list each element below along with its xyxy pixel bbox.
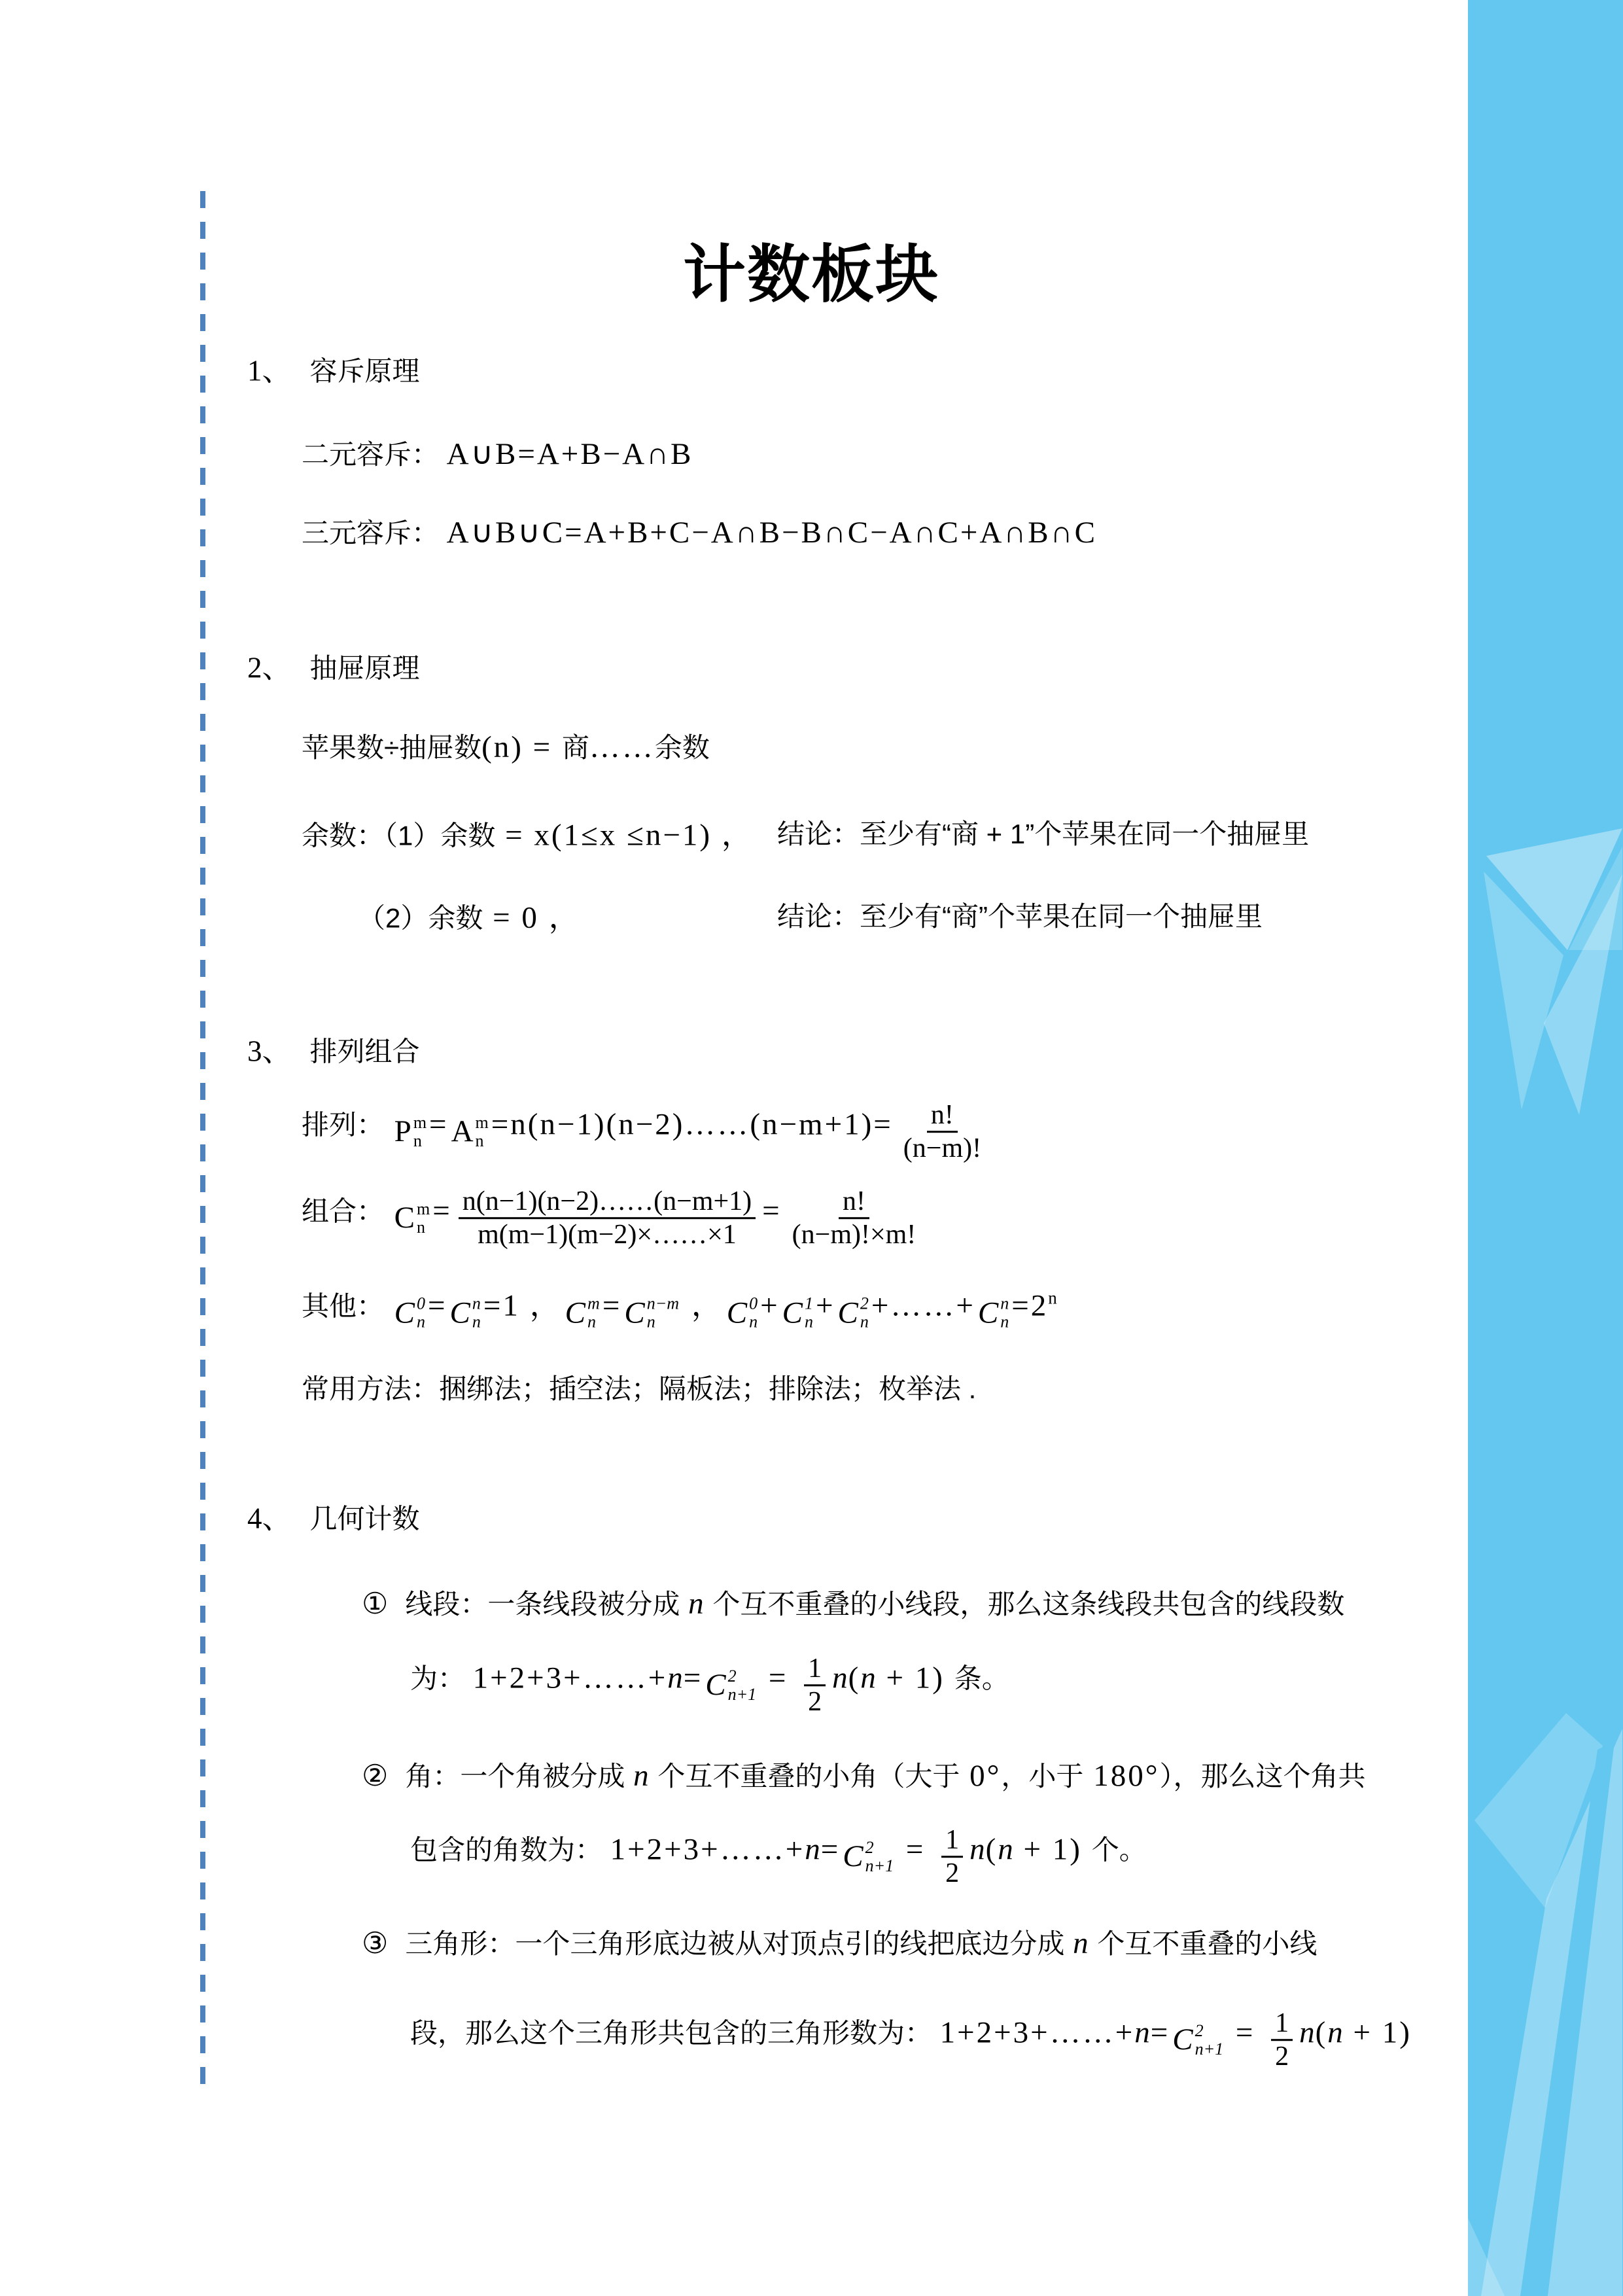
math-text: ，: [682, 1288, 724, 1323]
circled-number: ①: [362, 1587, 389, 1620]
script-column: [472, 1295, 481, 1332]
math-text: A∪B=A+B−A∩B: [446, 437, 693, 471]
script-column: [749, 1295, 758, 1332]
chinese-text: 余数：（1）余数: [302, 820, 496, 851]
chinese-text: 其他：: [302, 1290, 392, 1322]
math-variable: n: [625, 1759, 658, 1793]
subscript: n+1: [1195, 2040, 1224, 2058]
chinese-text: 三角形：一个三角形底边被从对顶点引的线把底边分成: [405, 1928, 1065, 1959]
script-base: C: [449, 1296, 470, 1330]
math-variable: n: [680, 1587, 713, 1621]
chinese-text: 抽屉原理: [309, 652, 420, 684]
chinese-text: 排列：: [302, 1109, 392, 1140]
circled-number: ②: [362, 1759, 389, 1792]
remainder-case-1: [302, 811, 754, 855]
subscript: n: [417, 1218, 426, 1237]
chinese-text: 苹果数÷抽屉数: [302, 732, 482, 763]
math-text: 180°: [1083, 1759, 1160, 1793]
math-text: +: [816, 1288, 835, 1323]
math-variable: n: [1064, 1926, 1098, 1960]
math-text: =: [432, 1193, 452, 1228]
chinese-text: ），那么这个角共: [1159, 1761, 1366, 1792]
script-column: [1195, 2022, 1224, 2058]
chinese-text: 线段：一条线段被分成: [405, 1589, 680, 1619]
stacked-script: [565, 1295, 600, 1332]
script-column: [805, 1295, 813, 1332]
remainder-case-2: [358, 893, 582, 937]
chinese-text: ，小于: [1001, 1761, 1084, 1792]
math-text: 1+2+3+……+: [939, 2015, 1135, 2050]
stacked-script: [727, 1295, 758, 1332]
script-base: C: [1172, 2022, 1193, 2057]
circled-number: ③: [362, 1927, 389, 1960]
chinese-text: 几何计数: [309, 1503, 420, 1534]
superscript: n−m: [646, 1294, 680, 1313]
item-3-triangle: [362, 1922, 1317, 1962]
stacked-script: [978, 1295, 1009, 1332]
math-text: =: [759, 1661, 798, 1695]
fraction: [459, 1186, 756, 1251]
subscript: n: [475, 1131, 484, 1150]
item-3-formula: [410, 2007, 1412, 2073]
fraction-numerator: n!: [839, 1186, 869, 1219]
sidebar-decoration: [1468, 0, 1623, 2296]
script-column: [865, 1839, 894, 1875]
fraction-denominator: 2: [945, 1858, 960, 1889]
dashed-margin-line: [200, 191, 205, 2087]
script-base: C: [837, 1296, 858, 1330]
math-text: (: [985, 1832, 998, 1867]
stacked-script: [394, 1295, 425, 1332]
math-text: =1 ，: [483, 1288, 563, 1323]
math-text: =: [429, 1107, 449, 1142]
section-3-heading: [247, 1027, 420, 1070]
math-text: +……+: [871, 1288, 975, 1323]
math-text: =: [683, 1661, 703, 1695]
superscript: 0: [749, 1294, 758, 1313]
math-variable: n: [805, 1832, 821, 1867]
other-identities: [302, 1280, 1057, 1331]
math-text: ……: [589, 730, 655, 764]
script-column: [728, 1667, 757, 1704]
fraction-numerator: 1: [1271, 2007, 1293, 2041]
stacked-script: [624, 1295, 679, 1332]
script-column: [476, 1114, 489, 1150]
fraction-denominator: (n−m)!×m!: [792, 1220, 916, 1250]
math-text: =: [428, 1288, 447, 1323]
script-base: C: [705, 1668, 726, 1703]
script-base: C: [394, 1296, 415, 1330]
stacked-script: [705, 1667, 756, 1704]
superscript: 2: [865, 1837, 874, 1857]
script-column: [1000, 1295, 1009, 1332]
script-column: [860, 1295, 869, 1332]
math-text: = 0 ，: [483, 900, 582, 935]
chinese-text: 包含的角数为：: [410, 1834, 610, 1865]
fraction-numerator: n!: [927, 1099, 958, 1133]
superscript: m: [413, 1112, 427, 1132]
chinese-text: 商: [561, 732, 589, 763]
fraction: [941, 1824, 963, 1890]
item-1-segment: [362, 1583, 1344, 1622]
math-text: =2: [1011, 1288, 1049, 1323]
math-text: =: [602, 1288, 622, 1323]
section-4-heading: [247, 1494, 420, 1537]
superscript: 2: [727, 1666, 737, 1686]
subscript: n: [860, 1312, 869, 1332]
math-text: (n) =: [481, 730, 562, 764]
chinese-text: 常用方法：捆绑法；插空法；隔板法；排除法；枚举法 .: [302, 1373, 977, 1404]
superscript: n: [472, 1294, 481, 1313]
chinese-text: 段，那么这个三角形共包含的三角形数为：: [410, 2017, 940, 2049]
fraction-numerator: n(n−1)(n−2)……(n−m+1): [459, 1186, 756, 1219]
math-text: =: [1226, 2015, 1265, 2050]
section-number: 4、: [247, 1502, 292, 1535]
fraction: [788, 1186, 920, 1251]
subscript: n: [472, 1312, 481, 1332]
script-base: C: [782, 1296, 803, 1330]
stacked-script: [838, 1295, 869, 1332]
subscript: n: [417, 1312, 426, 1332]
math-variable: n: [832, 1661, 848, 1695]
fraction-denominator: (n−m)!: [903, 1133, 982, 1164]
math-variable: n: [860, 1661, 877, 1695]
combination-formula: [302, 1186, 926, 1251]
script-column: [413, 1114, 427, 1150]
stacked-script: [843, 1839, 894, 1875]
subscript: n: [413, 1131, 422, 1150]
superscript: m: [475, 1112, 489, 1132]
chinese-text: 个互不重叠的小线: [1097, 1928, 1318, 1959]
stacked-script: [1172, 2022, 1223, 2058]
math-text: +: [760, 1288, 780, 1323]
page-title: 计数板块: [683, 239, 939, 310]
math-text: 1+2+3+……+: [472, 1661, 668, 1695]
script-base: P: [394, 1114, 411, 1149]
chinese-text: 余数: [654, 732, 710, 763]
superscript: m: [417, 1199, 430, 1218]
stacked-script: [450, 1295, 481, 1332]
math-text: 0°: [960, 1759, 1002, 1793]
fraction-numerator: 1: [804, 1653, 826, 1686]
stacked-script: [394, 1114, 427, 1150]
math-text: + 1): [1343, 2015, 1412, 2050]
math-text: =n(n−1)(n−2)……(n−m+1)=: [491, 1107, 893, 1142]
script-column: [587, 1295, 600, 1332]
math-text: =: [762, 1193, 782, 1228]
fraction-denominator: 2: [808, 1687, 822, 1718]
script-base: C: [977, 1296, 999, 1330]
fraction: [804, 1653, 826, 1718]
item-2-angle: [362, 1755, 1366, 1794]
math-text: 1+2+3+……+: [610, 1832, 805, 1867]
math-text: =: [1150, 2015, 1170, 2050]
section-1-heading: [247, 347, 420, 389]
stacked-script: [451, 1114, 489, 1150]
superscript: n: [1048, 1288, 1057, 1308]
math-text: A∪B∪C=A+B+C−A∩B−B∩C−A∩C+A∩B∩C: [446, 516, 1097, 550]
chinese-text: 个。: [1091, 1834, 1147, 1865]
superscript: 2: [860, 1294, 869, 1313]
binary-inclusion-exclusion: [302, 433, 693, 472]
math-variable: n: [1134, 2015, 1151, 2050]
math-text: (: [848, 1661, 861, 1695]
fraction: [899, 1099, 985, 1165]
fraction-numerator: 1: [941, 1824, 963, 1858]
chinese-text: 角：一个角被分成: [405, 1761, 625, 1792]
subscript: n+1: [727, 1685, 757, 1704]
common-methods: [302, 1368, 976, 1407]
fraction: [1271, 2007, 1293, 2073]
conclusion-case-2: [777, 895, 1263, 934]
section-number: 1、: [247, 354, 292, 387]
subscript: n: [1000, 1312, 1009, 1332]
fraction-denominator: m(m−1)(m−2)×……×1: [478, 1220, 737, 1250]
chinese-text: 结论：至少有“商”个苹果在同一个抽屉里: [777, 901, 1263, 932]
chinese-text: 排列组合: [309, 1036, 420, 1067]
pigeonhole-formula: [302, 726, 710, 766]
math-text: = x(1≤x ≤n−1) ，: [495, 818, 754, 853]
chinese-text: （2）余数: [358, 902, 483, 934]
math-text: (: [1315, 2015, 1328, 2050]
superscript: 0: [417, 1294, 426, 1313]
subscript: n: [805, 1312, 813, 1332]
chinese-text: 容斥原理: [309, 355, 420, 387]
item-2-formula: [410, 1824, 1147, 1890]
math-text: =: [896, 1832, 935, 1867]
item-1-formula: [410, 1653, 1009, 1718]
subscript: n+1: [865, 1856, 894, 1875]
math-text: + 1): [1013, 1832, 1092, 1867]
triangle-decoration-svg: [1468, 0, 1623, 2296]
ternary-inclusion-exclusion: [302, 512, 1097, 551]
script-base: C: [843, 1839, 864, 1874]
chinese-text: 为：: [410, 1663, 473, 1694]
permutation-formula: [302, 1099, 992, 1165]
chinese-text: 个互不重叠的小线段，那么这条线段共包含的线段数: [712, 1589, 1345, 1619]
subscript: n: [587, 1312, 597, 1332]
section-number: 2、: [247, 651, 292, 684]
math-text: + 1): [876, 1661, 954, 1695]
script-base: A: [451, 1114, 474, 1149]
math-variable: n: [667, 1661, 684, 1695]
math-text: =: [820, 1832, 841, 1867]
script-column: [417, 1200, 430, 1237]
chinese-text: 结论：至少有“商 + 1”个苹果在同一个抽屉里: [777, 819, 1310, 849]
stacked-script: [782, 1295, 813, 1332]
superscript: 2: [1195, 2021, 1204, 2040]
chinese-text: 个互不重叠的小角（大于: [657, 1761, 960, 1792]
math-variable: n: [998, 1832, 1014, 1867]
fraction-denominator: 2: [1275, 2041, 1289, 2072]
chinese-text: 二元容斥：: [302, 439, 447, 470]
script-base: C: [394, 1201, 415, 1235]
script-base: C: [565, 1296, 586, 1330]
chinese-text: 三元容斥：: [302, 518, 447, 548]
subscript: n: [646, 1312, 655, 1332]
section-2-heading: [247, 644, 420, 686]
script-base: C: [624, 1296, 645, 1330]
subscript: n: [749, 1312, 758, 1332]
math-variable: n: [1327, 2015, 1344, 2050]
superscript: n: [1000, 1294, 1009, 1313]
script-base: C: [726, 1296, 748, 1330]
stacked-script: [394, 1200, 430, 1237]
superscript: 1: [805, 1294, 813, 1313]
chinese-text: 组合：: [302, 1195, 392, 1227]
section-number: 3、: [247, 1034, 292, 1068]
script-column: [647, 1295, 679, 1332]
math-variable: n: [1299, 2015, 1316, 2050]
script-column: [417, 1295, 425, 1332]
chinese-text: 条。: [954, 1663, 1009, 1694]
math-variable: n: [969, 1832, 986, 1867]
conclusion-case-1: [777, 813, 1309, 852]
superscript: m: [587, 1294, 600, 1313]
